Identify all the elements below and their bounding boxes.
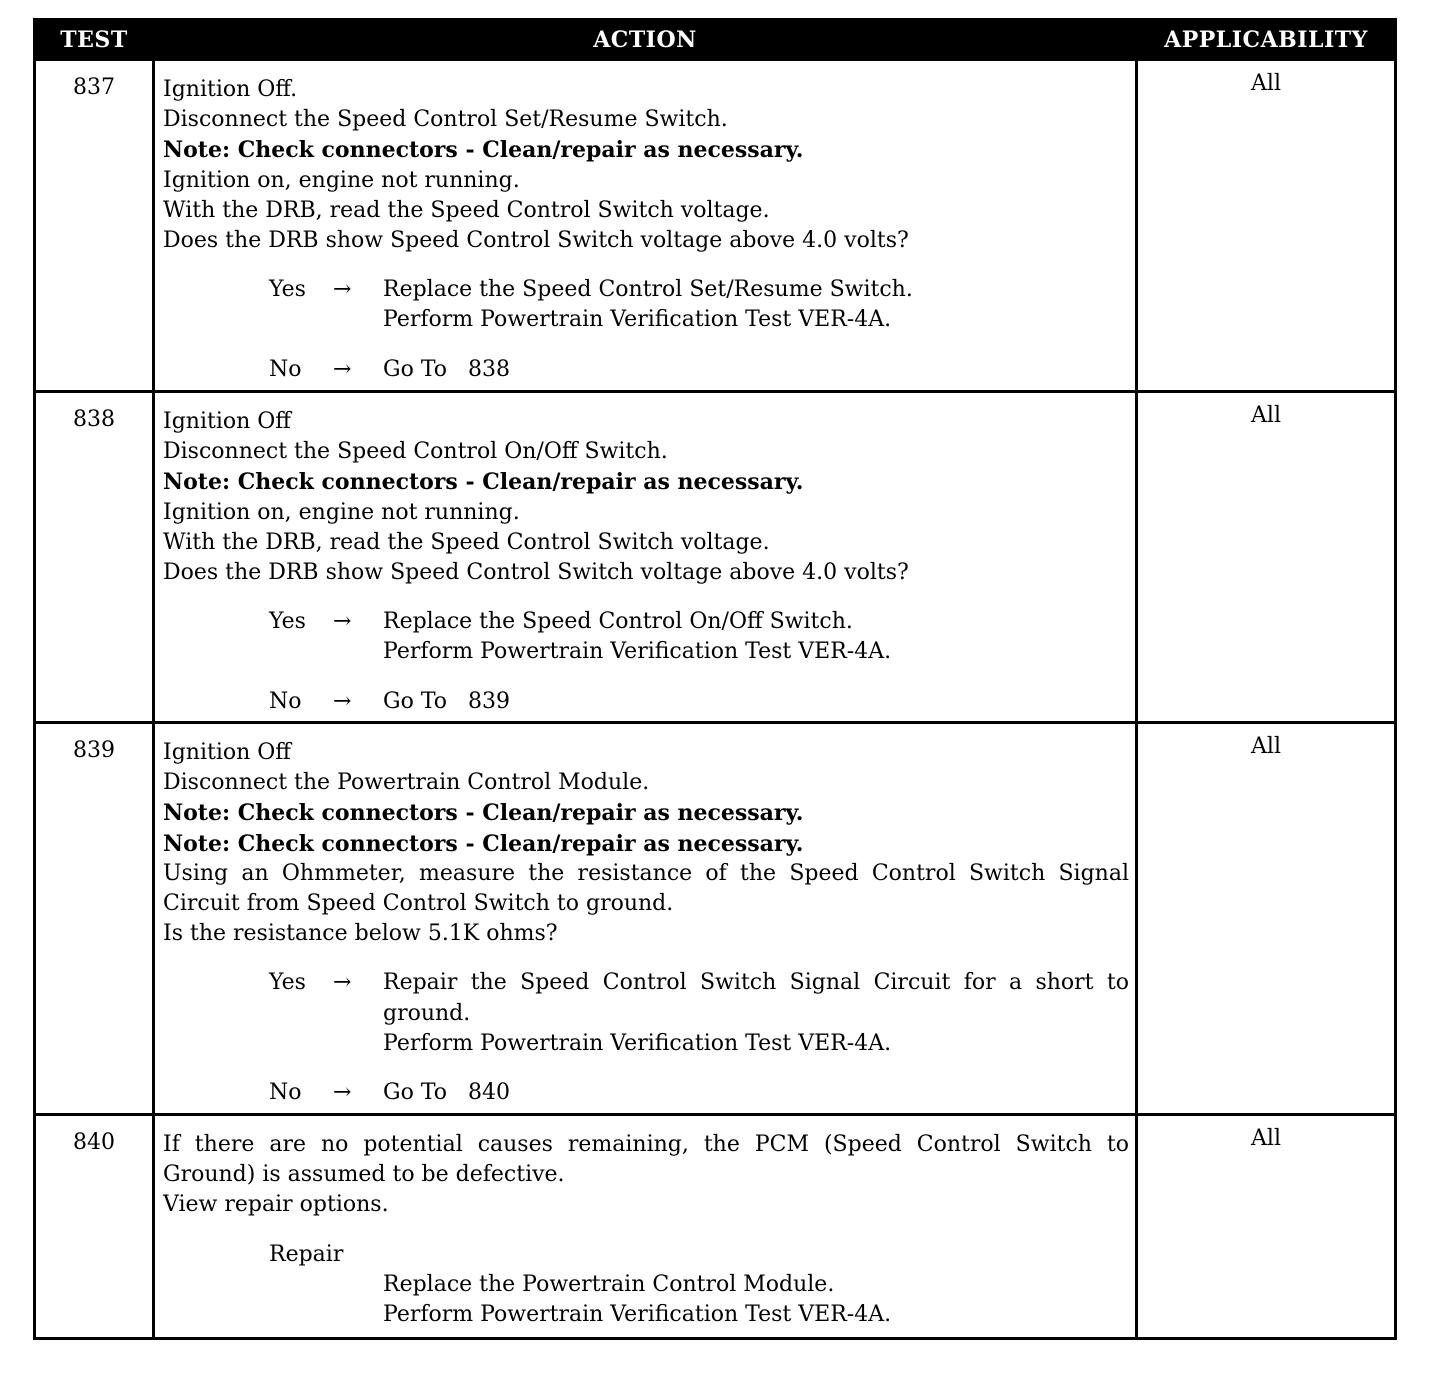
table-row-838 [36,393,1394,724]
step: Ignition Off. [163,77,298,102]
repair-label: Repair [269,1241,344,1267]
step: Is the resistance below 5.1K ohms? [163,921,558,947]
step: With the DRB, read the Speed Control Switch voltage. [163,529,770,555]
step: Ignition on, engine not running. [163,499,520,525]
yes-outcome [269,275,1129,335]
yes-outcome [269,607,1129,667]
outcome-line: Perform Powertrain Verification Test VER-4A. [383,307,892,333]
yes-label: Yes [269,609,306,635]
outcome-line: Replace the Speed Control On/Off Switch. [383,609,853,635]
no-outcome [269,355,1129,385]
header-action: ACTION [593,27,697,53]
step: View repair options. [163,1192,389,1218]
step: Does the DRB show Speed Control Switch voltage above 4.0 volts? [163,560,909,586]
arrow-icon: → [333,609,352,635]
test-number: 839 [73,738,115,763]
applicability: All [1251,1126,1281,1151]
step: Ignition Off [163,409,291,434]
step: With the DRB, read the Speed Control Switch voltage. [163,197,770,223]
outcome-line: Replace the Speed Control Set/Resume Switch. [383,277,913,303]
header-test: TEST [60,27,128,53]
yes-label: Yes [269,970,306,996]
step: Disconnect the Speed Control On/Off Switch. [163,439,668,465]
step: Disconnect the Powertrain Control Module. [163,770,650,796]
table-row-839 [36,724,1394,1116]
arrow-icon: → [333,688,352,714]
step: Ignition on, engine not running. [163,167,520,193]
arrow-icon: → [333,1080,352,1106]
yes-outcome [269,968,1129,1059]
applicability: All [1251,403,1281,428]
note: Note: Check connectors - Clean/repair as necessary. [163,830,804,857]
note: Note: Check connectors - Clean/repair as necessary. [163,469,804,496]
step: Does the DRB show Speed Control Switch voltage above 4.0 volts? [163,228,909,254]
test-number: 837 [73,75,115,100]
outcome-line: Perform Powertrain Verification Test VER-4A. [383,639,892,665]
repair-outcome [269,1240,1129,1330]
arrow-icon: → [333,970,352,996]
action-cell [152,1116,1138,1337]
applicability: All [1251,734,1281,759]
outcome-line: Replace the Powertrain Control Module. [383,1271,835,1297]
table-row-837 [36,61,1394,393]
diagnostic-test-table [33,18,1397,1340]
no-label: No [269,688,302,714]
step: Disconnect the Speed Control Set/Resume Switch. [163,107,728,133]
table-row-840 [36,1116,1394,1337]
note: Note: Check connectors - Clean/repair as necessary. [163,137,804,164]
note: Note: Check connectors - Clean/repair as necessary. [163,800,804,827]
outcome-line: Perform Powertrain Verification Test VER-4A. [383,1030,892,1056]
step: Using an Ohmmeter, measure the resistance of the Speed Control Switch Signal Circuit from Speed Control Switch to ground. [163,860,1129,917]
no-outcome [269,687,1129,717]
goto-link[interactable]: Go To 839 [383,688,510,714]
outcome-line: Repair the Speed Control Switch Signal Circuit for a short to ground. [383,970,1129,1026]
step: If there are no potential causes remaining, the PCM (Speed Control Switch to Ground) is assumed to be defective. [163,1132,1129,1188]
goto-link[interactable]: Go To 838 [383,356,510,382]
step: Ignition Off [163,740,291,765]
outcome-line: Perform Powertrain Verification Test VER-4A. [383,1301,892,1327]
applicability: All [1251,71,1281,96]
action-cell [152,61,1138,390]
no-label: No [269,1080,302,1106]
no-label: No [269,356,302,382]
yes-label: Yes [269,277,306,303]
goto-link[interactable]: Go To 840 [383,1080,510,1106]
table-header [36,21,1394,61]
no-outcome [269,1078,1129,1108]
test-number: 840 [73,1130,115,1155]
test-number: 838 [73,407,115,432]
action-cell [152,724,1138,1113]
action-cell [152,393,1138,721]
header-applicability: APPLICABILITY [1164,27,1368,53]
arrow-icon: → [333,277,352,303]
arrow-icon: → [333,356,352,382]
